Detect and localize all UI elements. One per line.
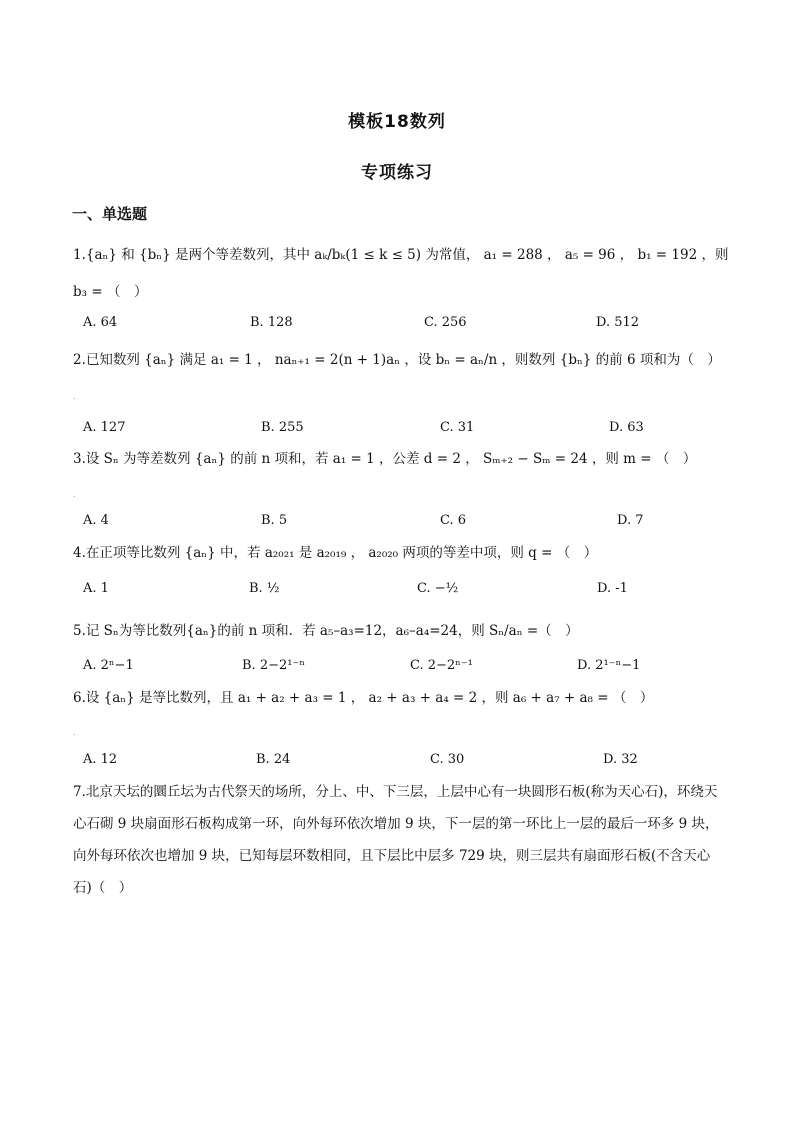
option-c[interactable]: C. −½	[417, 581, 459, 596]
stray-mark: .	[73, 392, 76, 402]
option-c[interactable]: C. 256	[424, 315, 467, 330]
option-d[interactable]: D. 32	[603, 752, 638, 767]
question-7-stem: 7.北京天坛的圜丘坛为古代祭天的场所，分上、中、下三层，上层中心有一块圆形石板(称为天心石)，环绕天心石砌 9 块扇面形石板构成第一环，向外每环依次增加 9 块，下一层的第一环比上一层的最后一环多 9 块，向外每环依次也增加 9 块，已知每层环数相同，且下层比中层多 729 块，则三层共有扇面形石板(不含天心石)（ ）	[73, 784, 719, 896]
stray-mark: .	[73, 728, 76, 738]
option-b[interactable]: B. 2−2¹⁻ⁿ	[242, 658, 305, 673]
question-1-stem: 1.{aₙ} 和 {bₙ} 是两个等差数列，其中 aₖ/bₖ(1 ≤ k ≤ 5) 为常值， a₁ = 288 ， a₅ = 96 ， b₁ = 192 ，则	[73, 247, 729, 263]
document-title: 模板18数列	[348, 112, 446, 132]
option-a[interactable]: A. 1	[83, 581, 109, 596]
option-a[interactable]: A. 12	[83, 752, 118, 767]
option-b[interactable]: B. 24	[256, 752, 291, 767]
option-b[interactable]: B. ½	[249, 581, 280, 596]
question-6-stem: 6.设 {aₙ} 是等比数列，且 a₁ + a₂ + a₃ = 1 ， a₂ + a₃ + a₄ = 2 ，则 a₆ + a₇ + a₈ = （ ）	[73, 690, 654, 706]
option-d[interactable]: D. 63	[609, 420, 644, 435]
option-b[interactable]: B. 255	[261, 420, 304, 435]
option-b[interactable]: B. 128	[250, 315, 293, 330]
document-subtitle: 专项练习	[361, 163, 433, 183]
option-d[interactable]: D. 512	[596, 315, 640, 330]
option-d[interactable]: D. 2¹⁻ⁿ−1	[577, 658, 641, 673]
option-a[interactable]: A. 2ⁿ−1	[83, 658, 134, 673]
option-c[interactable]: C. 6	[440, 513, 467, 528]
option-d[interactable]: D. -1	[597, 581, 628, 596]
option-c[interactable]: C. 2−2ⁿ⁻¹	[410, 658, 473, 673]
option-a[interactable]: A. 127	[83, 420, 126, 435]
stray-mark: .	[73, 490, 76, 500]
option-d[interactable]: D. 7	[617, 513, 644, 528]
question-4-stem: 4.在正项等比数列 {aₙ} 中，若 a₂₀₂₁ 是 a₂₀₁₉ ， a₂₀₂₀ 两项的等差中项，则 q = （ ）	[73, 545, 598, 561]
section-heading: 一、单选题	[72, 205, 148, 223]
option-c[interactable]: C. 31	[440, 420, 475, 435]
option-c[interactable]: C. 30	[430, 752, 465, 767]
question-3-stem: 3.设 Sₙ 为等差数列 {aₙ} 的前 n 项和，若 a₁ = 1 ，公差 d = 2 ， Sₘ₊₂ − Sₘ = 24 ，则 m = （ ）	[73, 451, 697, 467]
option-a[interactable]: A. 64	[83, 315, 118, 330]
question-1-stem-continued: b₃ = （ ）	[73, 284, 148, 300]
question-5-stem: 5.记 Sₙ为等比数列{aₙ}的前 n 项和．若 a₅–a₃=12，a₆–a₄=24，则 Sₙ/aₙ =（ ）	[73, 623, 579, 639]
option-b[interactable]: B. 5	[261, 513, 288, 528]
option-a[interactable]: A. 4	[83, 513, 109, 528]
question-2-stem: 2.已知数列 {aₙ} 满足 a₁ = 1 ， naₙ₊₁ = 2(n + 1)aₙ ，设 bₙ = aₙ/n ，则数列 {bₙ} 的前 6 项和为（ ）	[73, 352, 721, 368]
